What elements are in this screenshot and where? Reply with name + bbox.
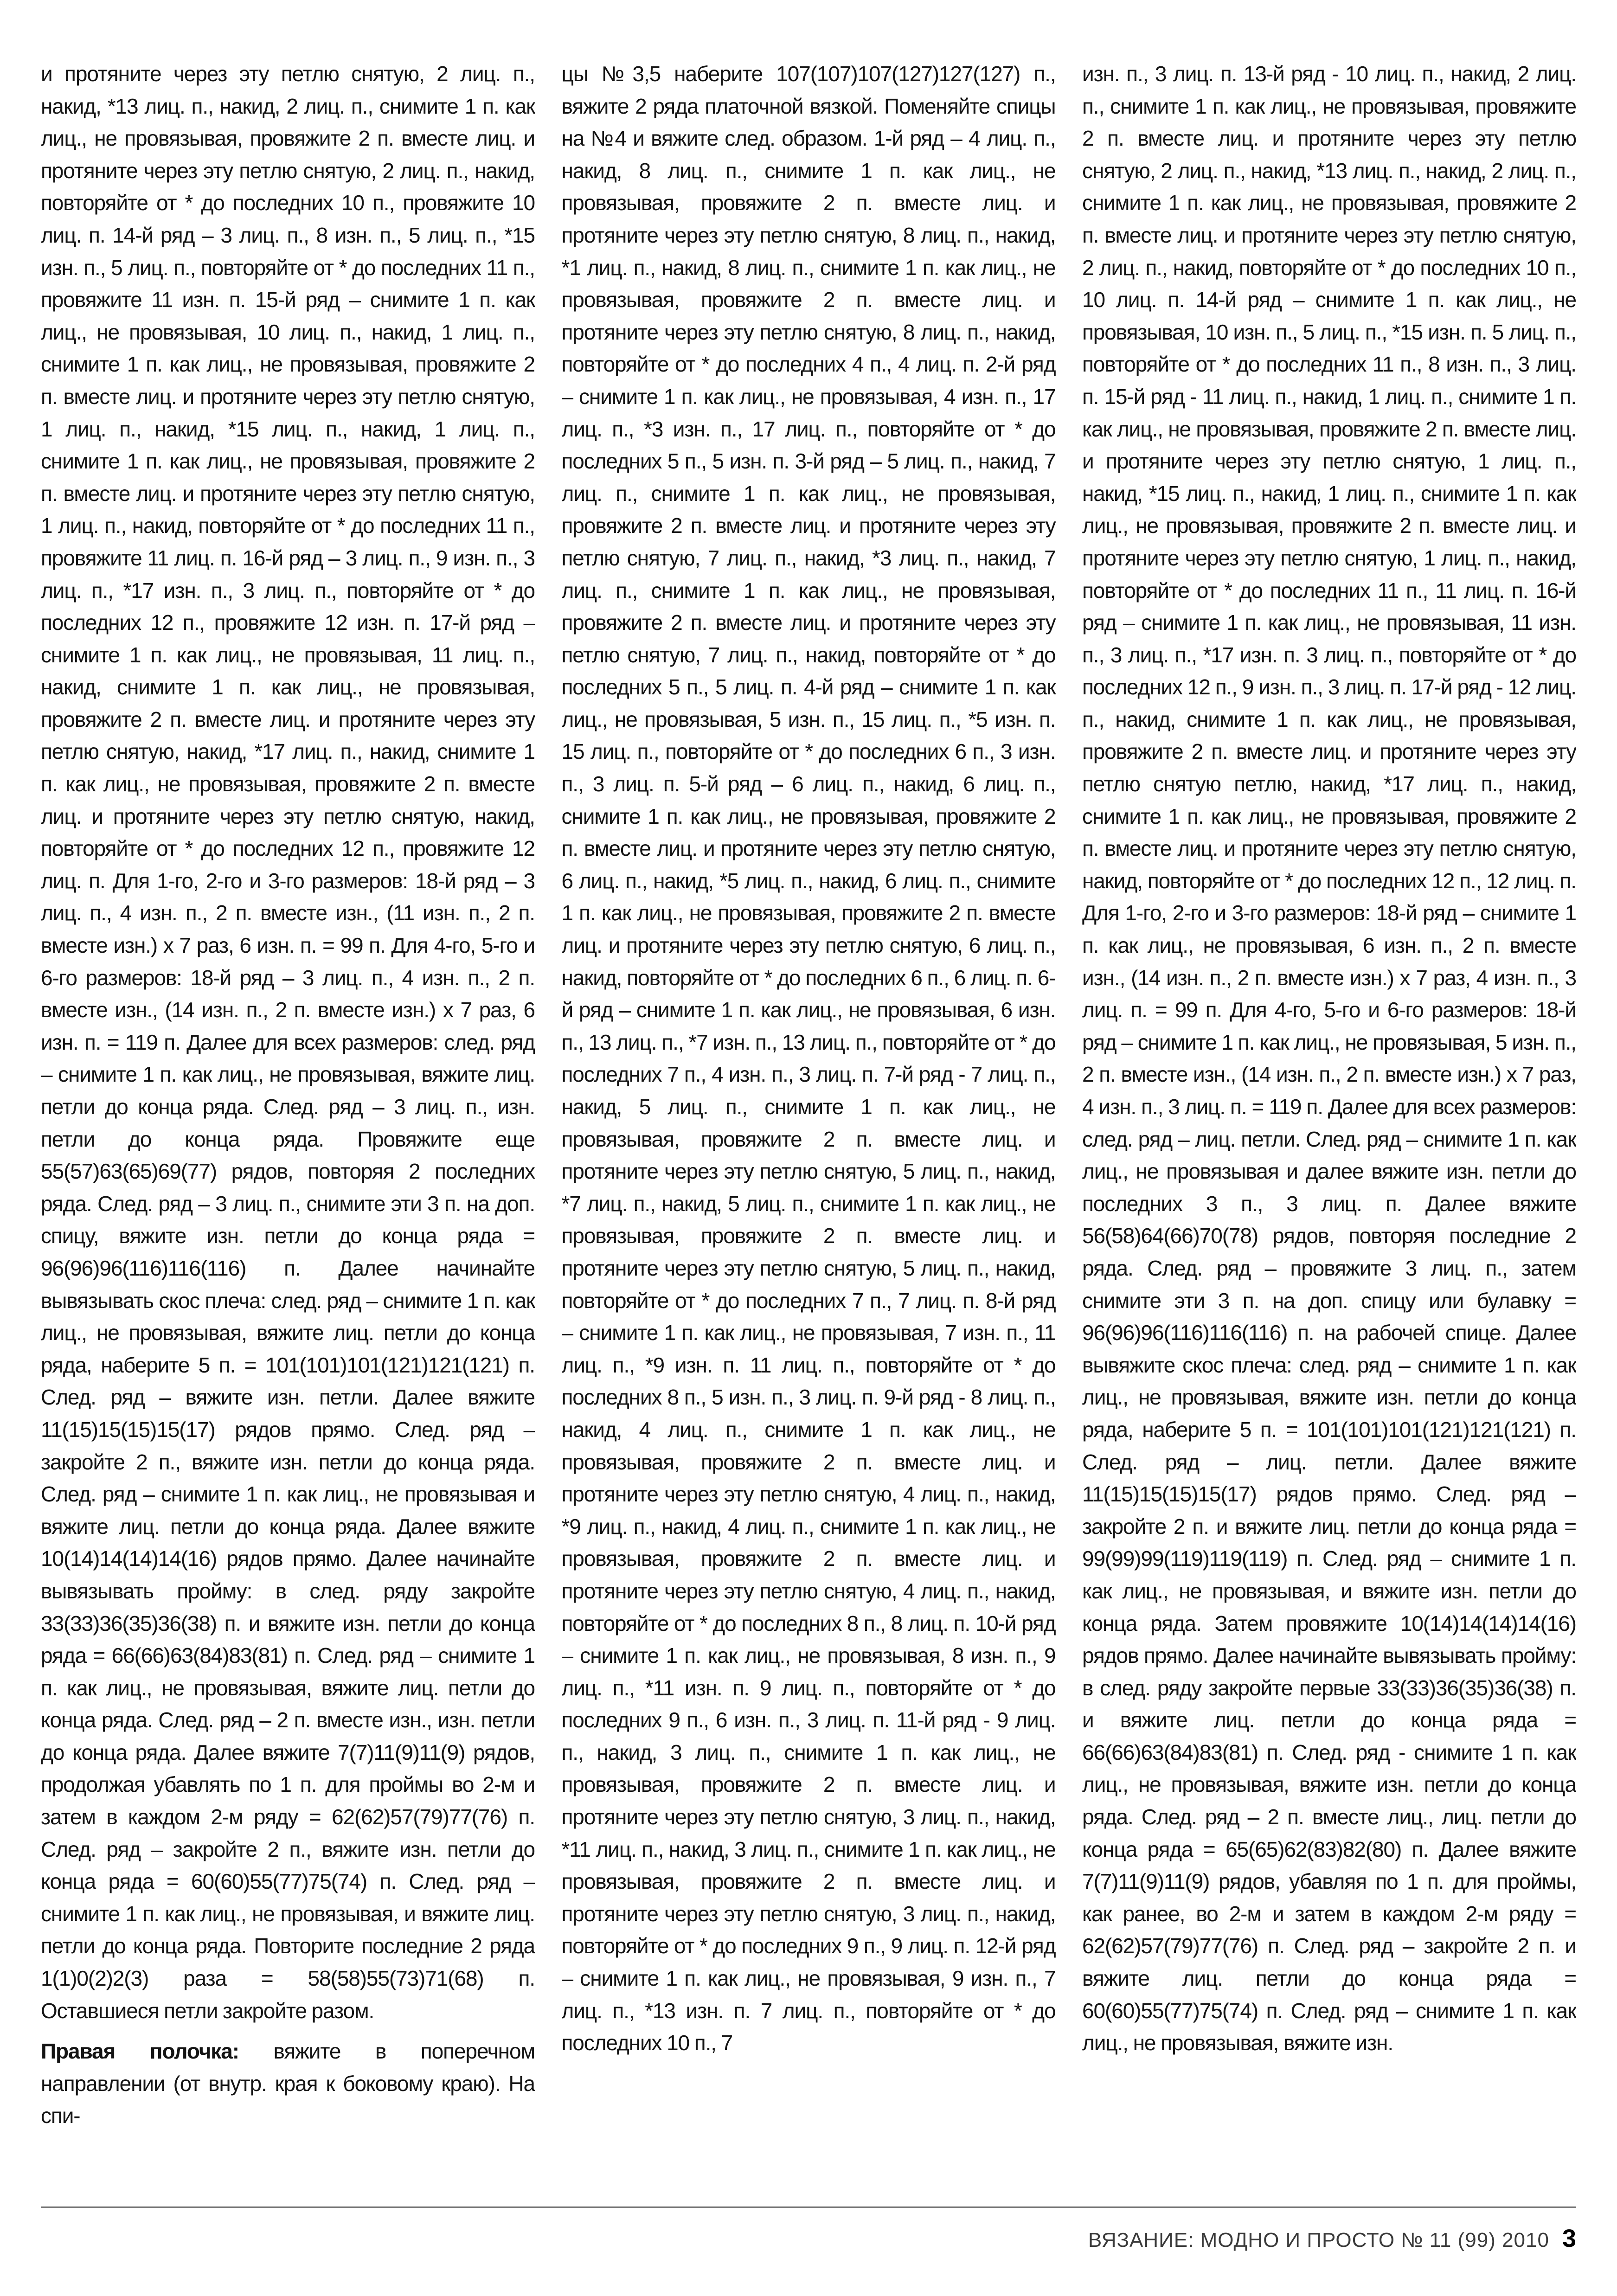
paragraph [41, 2035, 535, 2132]
paragraph [1082, 58, 1576, 2059]
page-footer [1088, 2224, 1576, 2257]
paragraph-text: вяжите в поперечном направлении (от внутр. края к боковому краю). На спи- [41, 2039, 535, 2128]
page-number: 3 [1562, 2225, 1576, 2252]
text-columns [41, 58, 1576, 2189]
text-column-3 [1082, 58, 1576, 2189]
paragraph [41, 58, 535, 2027]
text-column-2 [562, 58, 1056, 2189]
paragraph [562, 58, 1056, 2059]
text-column-1 [41, 58, 535, 2189]
footer-divider [41, 2206, 1576, 2208]
paragraph-text: и протяните через эту петлю снятую, 2 лиц. п., накид, *13 лиц. п., накид, 2 лиц. п., снимите 1 п. как лиц., не провязывая, провяжите 2 п. вместе лиц. и протяните через эту петлю снятую, 2 лиц. п., накид, повторяйте от * до последних 10 п., провяжите 10 лиц. п. 14-й ряд – 3 лиц. п., 8 изн. п., 5 лиц. п., *15 изн. п., 5 лиц. п., повторяйте от * до последних 11 п., провяжите 11 изн. п. 15-й ряд – снимите 1 п. как лиц., не провязывая, 10 лиц. п., накид, 1 лиц. п., снимите 1 п. как лиц., не провязывая, провяжите 2 п. вместе лиц. и протяните через эту петлю снятую, 1 лиц. п., накид, *15 лиц. п., накид, 1 лиц. п., снимите 1 п. как лиц., не провязывая, провяжите 2 п. вместе лиц. и протяните через эту петлю снятую, 1 лиц. п., накид, повторяйте от * до последних 11 п., провяжите 11 лиц. п. 16-й ряд – 3 лиц. п., 9 изн. п., 3 лиц. п., *17 изн. п., 3 лиц. п., повторяйте от * до последних 12 п., провяжите 12 изн. п. 17-й ряд – снимите 1 п. как лиц., не провязывая, 11 лиц. п., накид, снимите 1 п. как лиц., не провязывая, провяжите 2 п. вместе лиц. и протяните через эту петлю снятую, накид, *17 лиц. п., накид, снимите 1 п. как лиц., не провязывая, провяжите 2 п. вместе лиц. и протяните через эту петлю снятую, накид, повторяйте от * до последних 12 п., провяжите 12 лиц. п. Для 1-го, 2-го и 3-го размеров: 18-й ряд – 3 лиц. п., 4 изн. п., 2 п. вместе изн., (11 изн. п., 2 п. вместе изн.) x 7 раз, 6 изн. п. = 99 п. Для 4-го, 5-го и 6-го размеров: 18-й ряд – 3 лиц. п., 4 изн. п., 2 п. вместе изн., (14 изн. п., 2 п. вместе изн.) x 7 раз, 6 изн. п. = 119 п. Далее для всех размеров: след. ряд – снимите 1 п. как лиц., не провязывая, вяжите лиц. петли до конца ряда. След. ряд – 3 лиц. п., изн. петли до конца ряда. Провяжите еще 55(57)63(65)69(77) рядов, повторяя 2 последних ряда. След. ряд – 3 лиц. п., снимите эти 3 п. на доп. спицу, вяжите изн. петли до конца ряда = 96(96)96(116)116(116) п. Далее начинайте вывязывать скос плеча: след. ряд – снимите 1 п. как лиц., не провязывая, вяжите лиц. петли до конца ряда, наберите 5 п. = 101(101)101(121)121(121) п. След. ряд – вяжите изн. петли. Далее вяжите 11(15)15(15)15(17) рядов прямо. След. ряд – закройте 2 п., вяжите изн. петли до конца ряда. След. ряд – снимите 1 п. как лиц., не провязывая и вяжите лиц. петли до конца ряда. Далее вяжите 10(14)14(14)14(16) рядов прямо. Далее начинайте вывязывать пройму: в след. ряду закройте 33(33)36(35)36(38) п. и вяжите изн. петли до конца ряда = 66(66)63(84)83(81) п. След. ряд – снимите 1 п. как лиц., не провязывая, вяжите лиц. петли до конца ряда. След. ряд – 2 п. вместе изн., изн. петли до конца ряда. Далее вяжите 7(7)11(9)11(9) рядов, продолжая убавлять по 1 п. для проймы во 2-м и затем в каждом 2-м ряду = 62(62)57(79)77(76) п. След. ряд – закройте 2 п., вяжите изн. петли до конца ряда = 60(60)55(77)75(74) п. След. ряд – снимите 1 п. как лиц., не провязывая, и вяжите лиц. петли до конца ряда. Повторите последние 2 ряда 1(1)0(2)2(3) раза = 58(58)55(73)71(68) п. Оставшиеся петли закройте разом. [41, 62, 535, 2023]
section-heading-right-front: Правая полочка: [41, 2039, 239, 2064]
paragraph-text: цы №3,5 наберите 107(107)107(127)127(127) п., вяжите 2 ряда платочной вязкой. Поменяйте спицы на №4 и вяжите след. образом. 1-й ряд – 4 лиц. п., накид, 8 лиц. п., снимите 1 п. как лиц., не провязывая, провяжите 2 п. вместе лиц. и протяните через эту петлю снятую, 8 лиц. п., накид, *1 лиц. п., накид, 8 лиц. п., снимите 1 п. как лиц., не провязывая, провяжите 2 п. вместе лиц. и протяните через эту петлю снятую, 8 лиц. п., накид, повторяйте от * до последних 4 п., 4 лиц. п. 2-й ряд – снимите 1 п. как лиц., не провязывая, 4 изн. п., 17 лиц. п., *3 изн. п., 17 лиц. п., повторяйте от * до последних 5 п., 5 изн. п. 3-й ряд – 5 лиц. п., накид, 7 лиц. п., снимите 1 п. как лиц., не провязывая, провяжите 2 п. вместе лиц. и протяните через эту петлю снятую, 7 лиц. п., накид, *3 лиц. п., накид, 7 лиц. п., снимите 1 п. как лиц., не провязывая, провяжите 2 п. вместе лиц. и протяните через эту петлю снятую, 7 лиц. п., накид, повторяйте от * до последних 5 п., 5 лиц. п. 4-й ряд – снимите 1 п. как лиц., не провязывая, 5 изн. п., 15 лиц. п., *5 изн. п. 15 лиц. п., повторяйте от * до последних 6 п., 3 изн. п., 3 лиц. п. 5-й ряд – 6 лиц. п., накид, 6 лиц. п., снимите 1 п. как лиц., не провязывая, провяжите 2 п. вместе лиц. и протяните через эту петлю снятую, 6 лиц. п., накид, *5 лиц. п., накид, 6 лиц. п., снимите 1 п. как лиц., не провязывая, провяжите 2 п. вместе лиц. и протяните через эту петлю снятую, 6 лиц. п., накид, повторяйте от * до последних 6 п., 6 лиц. п. 6-й ряд – снимите 1 п. как лиц., не провязывая, 6 изн. п., 13 лиц. п., *7 изн. п., 13 лиц. п., повторяйте от * до последних 7 п., 4 изн. п., 3 лиц. п. 7-й ряд - 7 лиц. п., накид, 5 лиц. п., снимите 1 п. как лиц., не провязывая, провяжите 2 п. вместе лиц. и протяните через эту петлю снятую, 5 лиц. п., накид, *7 лиц. п., накид, 5 лиц. п., снимите 1 п. как лиц., не провязывая, провяжите 2 п. вместе лиц. и протяните через эту петлю снятую, 5 лиц. п., накид, повторяйте от * до последних 7 п., 7 лиц. п. 8-й ряд – снимите 1 п. как лиц., не провязывая, 7 изн. п., 11 лиц. п., *9 изн. п. 11 лиц. п., повторяйте от * до последних 8 п., 5 изн. п., 3 лиц. п. 9-й ряд - 8 лиц. п., накид, 4 лиц. п., снимите 1 п. как лиц., не провязывая, провяжите 2 п. вместе лиц. и протяните через эту петлю снятую, 4 лиц. п., накид, *9 лиц. п., накид, 4 лиц. п., снимите 1 п. как лиц., не провязывая, провяжите 2 п. вместе лиц. и протяните через эту петлю снятую, 4 лиц. п., накид, повторяйте от * до последних 8 п., 8 лиц. п. 10-й ряд – снимите 1 п. как лиц., не провязывая, 8 изн. п., 9 лиц. п., *11 изн. п. 9 лиц. п., повторяйте от * до последних 9 п., 6 изн. п., 3 лиц. п. 11-й ряд - 9 лиц. п., накид, 3 лиц. п., снимите 1 п. как лиц., не провязывая, провяжите 2 п. вместе лиц. и протяните через эту петлю снятую, 3 лиц. п., накид, *11 лиц. п., накид, 3 лиц. п., снимите 1 п. как лиц., не провязывая, провяжите 2 п. вместе лиц. и протяните через эту петлю снятую, 3 лиц. п., накид, повторяйте от * до последних 9 п., 9 лиц. п. 12-й ряд – снимите 1 п. как лиц., не провязывая, 9 изн. п., 7 лиц. п., *13 изн. п. 7 лиц. п., повторяйте от * до последних 10 п., 7 [561, 62, 1056, 2055]
paragraph-text: изн. п., 3 лиц. п. 13-й ряд - 10 лиц. п., накид, 2 лиц. п., снимите 1 п. как лиц., не провязывая, провяжите 2 п. вместе лиц. и протяните через эту петлю снятую, 2 лиц. п., накид, *13 лиц. п., накид, 2 лиц. п., снимите 1 п. как лиц., не провязывая, провяжите 2 п. вместе лиц. и протяните через эту петлю снятую, 2 лиц. п., накид, повторяйте от * до последних 10 п., 10 лиц. п. 14-й ряд – снимите 1 п. как лиц., не провязывая, 10 изн. п., 5 лиц. п., *15 изн. п. 5 лиц. п., повторяйте от * до последних 11 п., 8 изн. п., 3 лиц. п. 15-й ряд - 11 лиц. п., накид, 1 лиц. п., снимите 1 п. как лиц., не провязывая, провяжите 2 п. вместе лиц. и протяните через эту петлю снятую, 1 лиц. п., накид, *15 лиц. п., накид, 1 лиц. п., снимите 1 п. как лиц., не провязывая, провяжите 2 п. вместе лиц. и протяните через эту петлю снятую, 1 лиц. п., накид, повторяйте от * до последних 11 п., 11 лиц. п. 16-й ряд – снимите 1 п. как лиц., не провязывая, 11 изн. п., 3 лиц. п., *17 изн. п. 3 лиц. п., повторяйте от * до последних 12 п., 9 изн. п., 3 лиц. п. 17-й ряд - 12 лиц. п., накид, снимите 1 п. как лиц., не провязывая, провяжите 2 п. вместе лиц. и протяните через эту петлю снятую петлю, накид, *17 лиц. п., накид, снимите 1 п. как лиц., не провязывая, провяжите 2 п. вместе лиц. и протяните через эту петлю снятую, накид, повторяйте от * до последних 12 п., 12 лиц. п. Для 1-го, 2-го и 3-го размеров: 18-й ряд – снимите 1 п. как лиц., не провязывая, 6 изн. п., 2 п. вместе изн., (14 изн. п., 2 п. вместе изн.) x 7 раз, 4 изн. п., 3 лиц. п. = 99 п. Для 4-го, 5-го и 6-го размеров: 18-й ряд – снимите 1 п. как лиц., не провязывая, 5 изн. п., 2 п. вместе изн., (14 изн. п., 2 п. вместе изн.) x 7 раз, 4 изн. п., 3 лиц. п. = 119 п. Далее для всех размеров: след. ряд – лиц. петли. След. ряд – снимите 1 п. как лиц., не провязывая и далее вяжите изн. петли до последних 3 п., 3 лиц. п. Далее вяжите 56(58)64(66)70(78) рядов, повторяя последние 2 ряда. След. ряд – провяжите 3 лиц. п., затем снимите эти 3 п. на доп. спицу или булавку = 96(96)96(116)116(116) п. на рабочей спице. Далее вывяжите скос плеча: след. ряд – снимите 1 п. как лиц., не провязывая, вяжите изн. петли до конца ряда, наберите 5 п. = 101(101)101(121)121(121) п. След. ряд – лиц. петли. Далее вяжите 11(15)15(15)15(17) рядов прямо. След. ряд – закройте 2 п. и вяжите лиц. петли до конца ряда = 99(99)99(119)119(119) п. След. ряд – снимите 1 п. как лиц., не провязывая, и вяжите изн. петли до конца ряда. Затем провяжите 10(14)14(14)14(16) рядов прямо. Далее начинайте вывязывать пройму: в след. ряду закройте первые 33(33)36(35)36(38) п. и вяжите лиц. петли до конца ряда = 66(66)63(84)83(81) п. След. ряд - снимите 1 п. как лиц., не провязывая, вяжите изн. петли до конца ряда. След. ряд – 2 п. вместе лиц., лиц. петли до конца ряда = 65(65)62(83)82(80) п. Далее вяжите 7(7)11(9)11(9) рядов, убавляя по 1 п. для проймы, как ранее, во 2-м и затем в каждом 2-м ряду = 62(62)57(79)77(76) п. След. ряд – закройте 2 п. и вяжите лиц. петли до конца ряда = 60(60)55(77)75(74) п. След. ряд – снимите 1 п. как лиц., не провязывая, вяжите изн. [1082, 62, 1576, 2055]
magazine-title: ВЯЗАНИЕ: МОДНО И ПРОСТО № 11 (99) 2010 [1088, 2229, 1549, 2251]
